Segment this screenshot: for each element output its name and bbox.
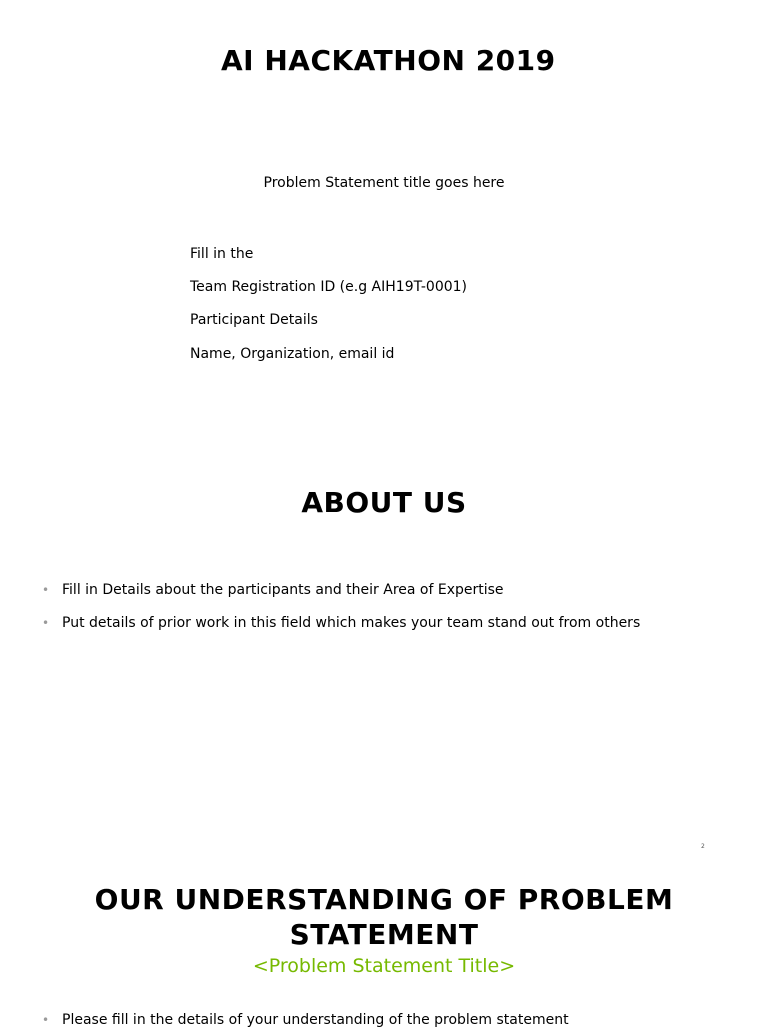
about-bullet-2 [42, 615, 640, 631]
bullet-dot-icon: • [42, 1013, 50, 1027]
problem-statement-title: Problem Statement title goes here [263, 175, 505, 191]
about-bullet-text: Fill in Details about the participants and their Area of Expertise [62, 582, 504, 598]
fill-line-4: Name, Organization, email id [190, 346, 395, 362]
problem-statement-subtitle: <Problem Statement Title> [252, 955, 516, 977]
about-bullet-text: Put details of prior work in this field which makes your team stand out from others [62, 615, 641, 631]
fill-line-1: Fill in the [190, 246, 254, 262]
slide1-title: AI HACKATHON 2019 [221, 44, 556, 77]
about-us-title: ABOUT US [301, 486, 467, 519]
understanding-bullet-text: Please fill in the details of your understanding of the problem statement [62, 1012, 569, 1028]
about-bullet-1 [42, 582, 504, 598]
understanding-title-line1: OUR UNDERSTANDING OF PROBLEM [94, 883, 674, 916]
fill-line-3: Participant Details [190, 312, 318, 328]
bullet-dot-icon: • [42, 616, 50, 630]
understanding-bullet-1 [42, 1012, 569, 1028]
understanding-title-line2: STATEMENT [289, 918, 479, 951]
fill-line-2: Team Registration ID (e.g AIH19T-0001) [190, 279, 468, 295]
bullet-dot-icon: • [42, 583, 50, 597]
page-number: 2 [701, 843, 705, 850]
